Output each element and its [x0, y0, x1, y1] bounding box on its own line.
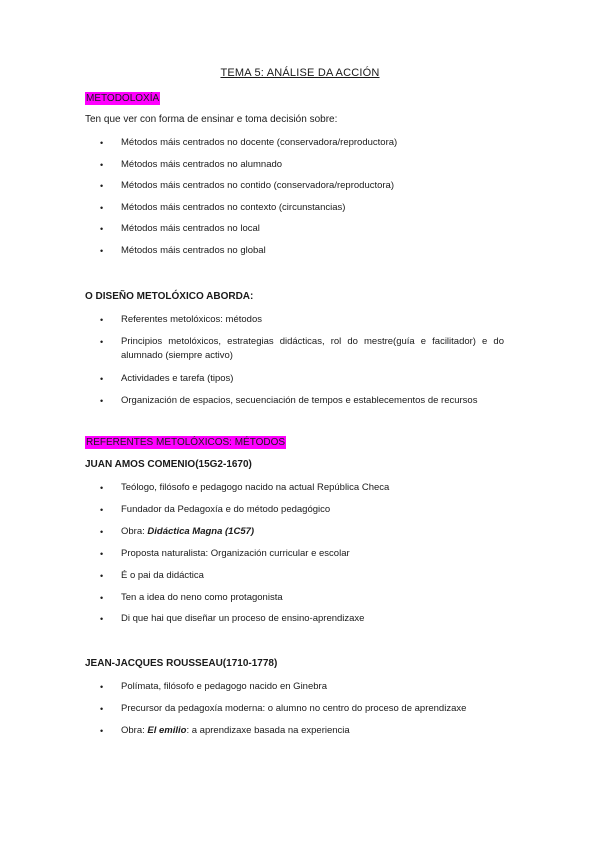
bullet-icon: • — [100, 483, 104, 493]
bullet-icon: • — [100, 246, 104, 256]
bullet-icon: • — [100, 614, 104, 624]
list-item: • Referentes metolóxicos: métodos — [100, 314, 262, 325]
bullet-icon: • — [100, 704, 104, 714]
list-item: • Actividades e tarefa (tipos) — [100, 373, 234, 384]
page-title: TEMA 5: ANÁLISE DA ACCIÓN — [220, 67, 380, 79]
bullet-icon: • — [100, 396, 104, 406]
bullet-icon: • — [100, 202, 104, 213]
bullet-icon: • — [100, 527, 104, 537]
bullet-icon: • — [100, 337, 104, 347]
bullet-icon: • — [100, 159, 104, 170]
list-item: • Métodos máis centrados no local — [100, 223, 260, 234]
section-heading-comenio: JUAN AMOS COMENIO(15G2-1670) — [85, 459, 252, 470]
list-item: • Métodos máis centrados no docente (conservadora/reproductora) — [100, 137, 398, 148]
list-item: • Métodos máis centrados no contexto (circunstancias) — [100, 201, 346, 213]
section-heading-deseno: O DISEÑO METOLÓXICO ABORDA: — [85, 291, 254, 302]
list-item: • Métodos máis centrados no global — [100, 245, 266, 256]
bullet-icon: • — [100, 505, 104, 515]
list-item: • Métodos máis centrados no contido (conservadora/reproductora) — [100, 180, 395, 191]
bullet-icon: • — [100, 726, 104, 736]
list-item: • Ten a idea do neno como protagonista — [100, 592, 283, 603]
bullet-icon: • — [100, 571, 104, 581]
book-title: Didáctica Magna (1C57) — [147, 526, 255, 537]
bullet-icon: • — [100, 549, 104, 559]
list-item: • Organización de espacios, secuenciación de tempos e establecementos de recursos — [100, 395, 478, 406]
bullet-icon: • — [100, 315, 104, 325]
bullet-icon: • — [100, 224, 104, 234]
intro-text: Ten que ver con forma de ensinar e toma decisión sobre: — [85, 114, 338, 125]
list-item: • Proposta naturalista: Organización curricular e escolar — [100, 548, 350, 559]
bullet-icon: • — [100, 682, 104, 692]
list-item: • Obra: Didáctica Magna (1C57) — [100, 526, 255, 537]
section-heading-metodoloxia: METODOLOXÍA — [86, 93, 160, 104]
bullet-icon: • — [100, 181, 104, 191]
list-item: • Métodos máis centrados no alumnado — [100, 158, 283, 170]
list-item: • Teólogo, filósofo e pedagogo nacido na actual República Checa — [100, 482, 390, 493]
bullet-icon: • — [100, 593, 104, 603]
list-item: • Polímata, filósofo e pedagogo nacido en Ginebra — [100, 681, 327, 692]
section-heading-rousseau: JEAN-JACQUES ROUSSEAU(1710-1778) — [85, 658, 278, 669]
list-item: • Fundador da Pedagoxía e do método pedagógico — [100, 504, 331, 515]
list-item: • Obra: El emilio: a aprendizaxe basada na experiencia — [100, 725, 350, 736]
bullet-icon: • — [100, 138, 104, 148]
bullet-icon: • — [100, 374, 104, 384]
list-item: • Principios metolóxicos, estrategias didácticas, rol do mestre(guía e facilitador) e do alumnado (siempre activo) — [100, 336, 504, 361]
list-item: • Di que hai que diseñar un proceso de ensino-aprendizaxe — [100, 613, 365, 624]
list-item: • É o pai da didáctica — [100, 570, 204, 581]
book-title: El emilio — [147, 725, 187, 736]
list-item: • Precursor da pedagoxía moderna: o alumno no centro do proceso de aprendizaxe — [100, 703, 467, 714]
section-heading-referentes: REFERENTES METOLÓXICOS: MÉTODOS — [86, 437, 286, 448]
